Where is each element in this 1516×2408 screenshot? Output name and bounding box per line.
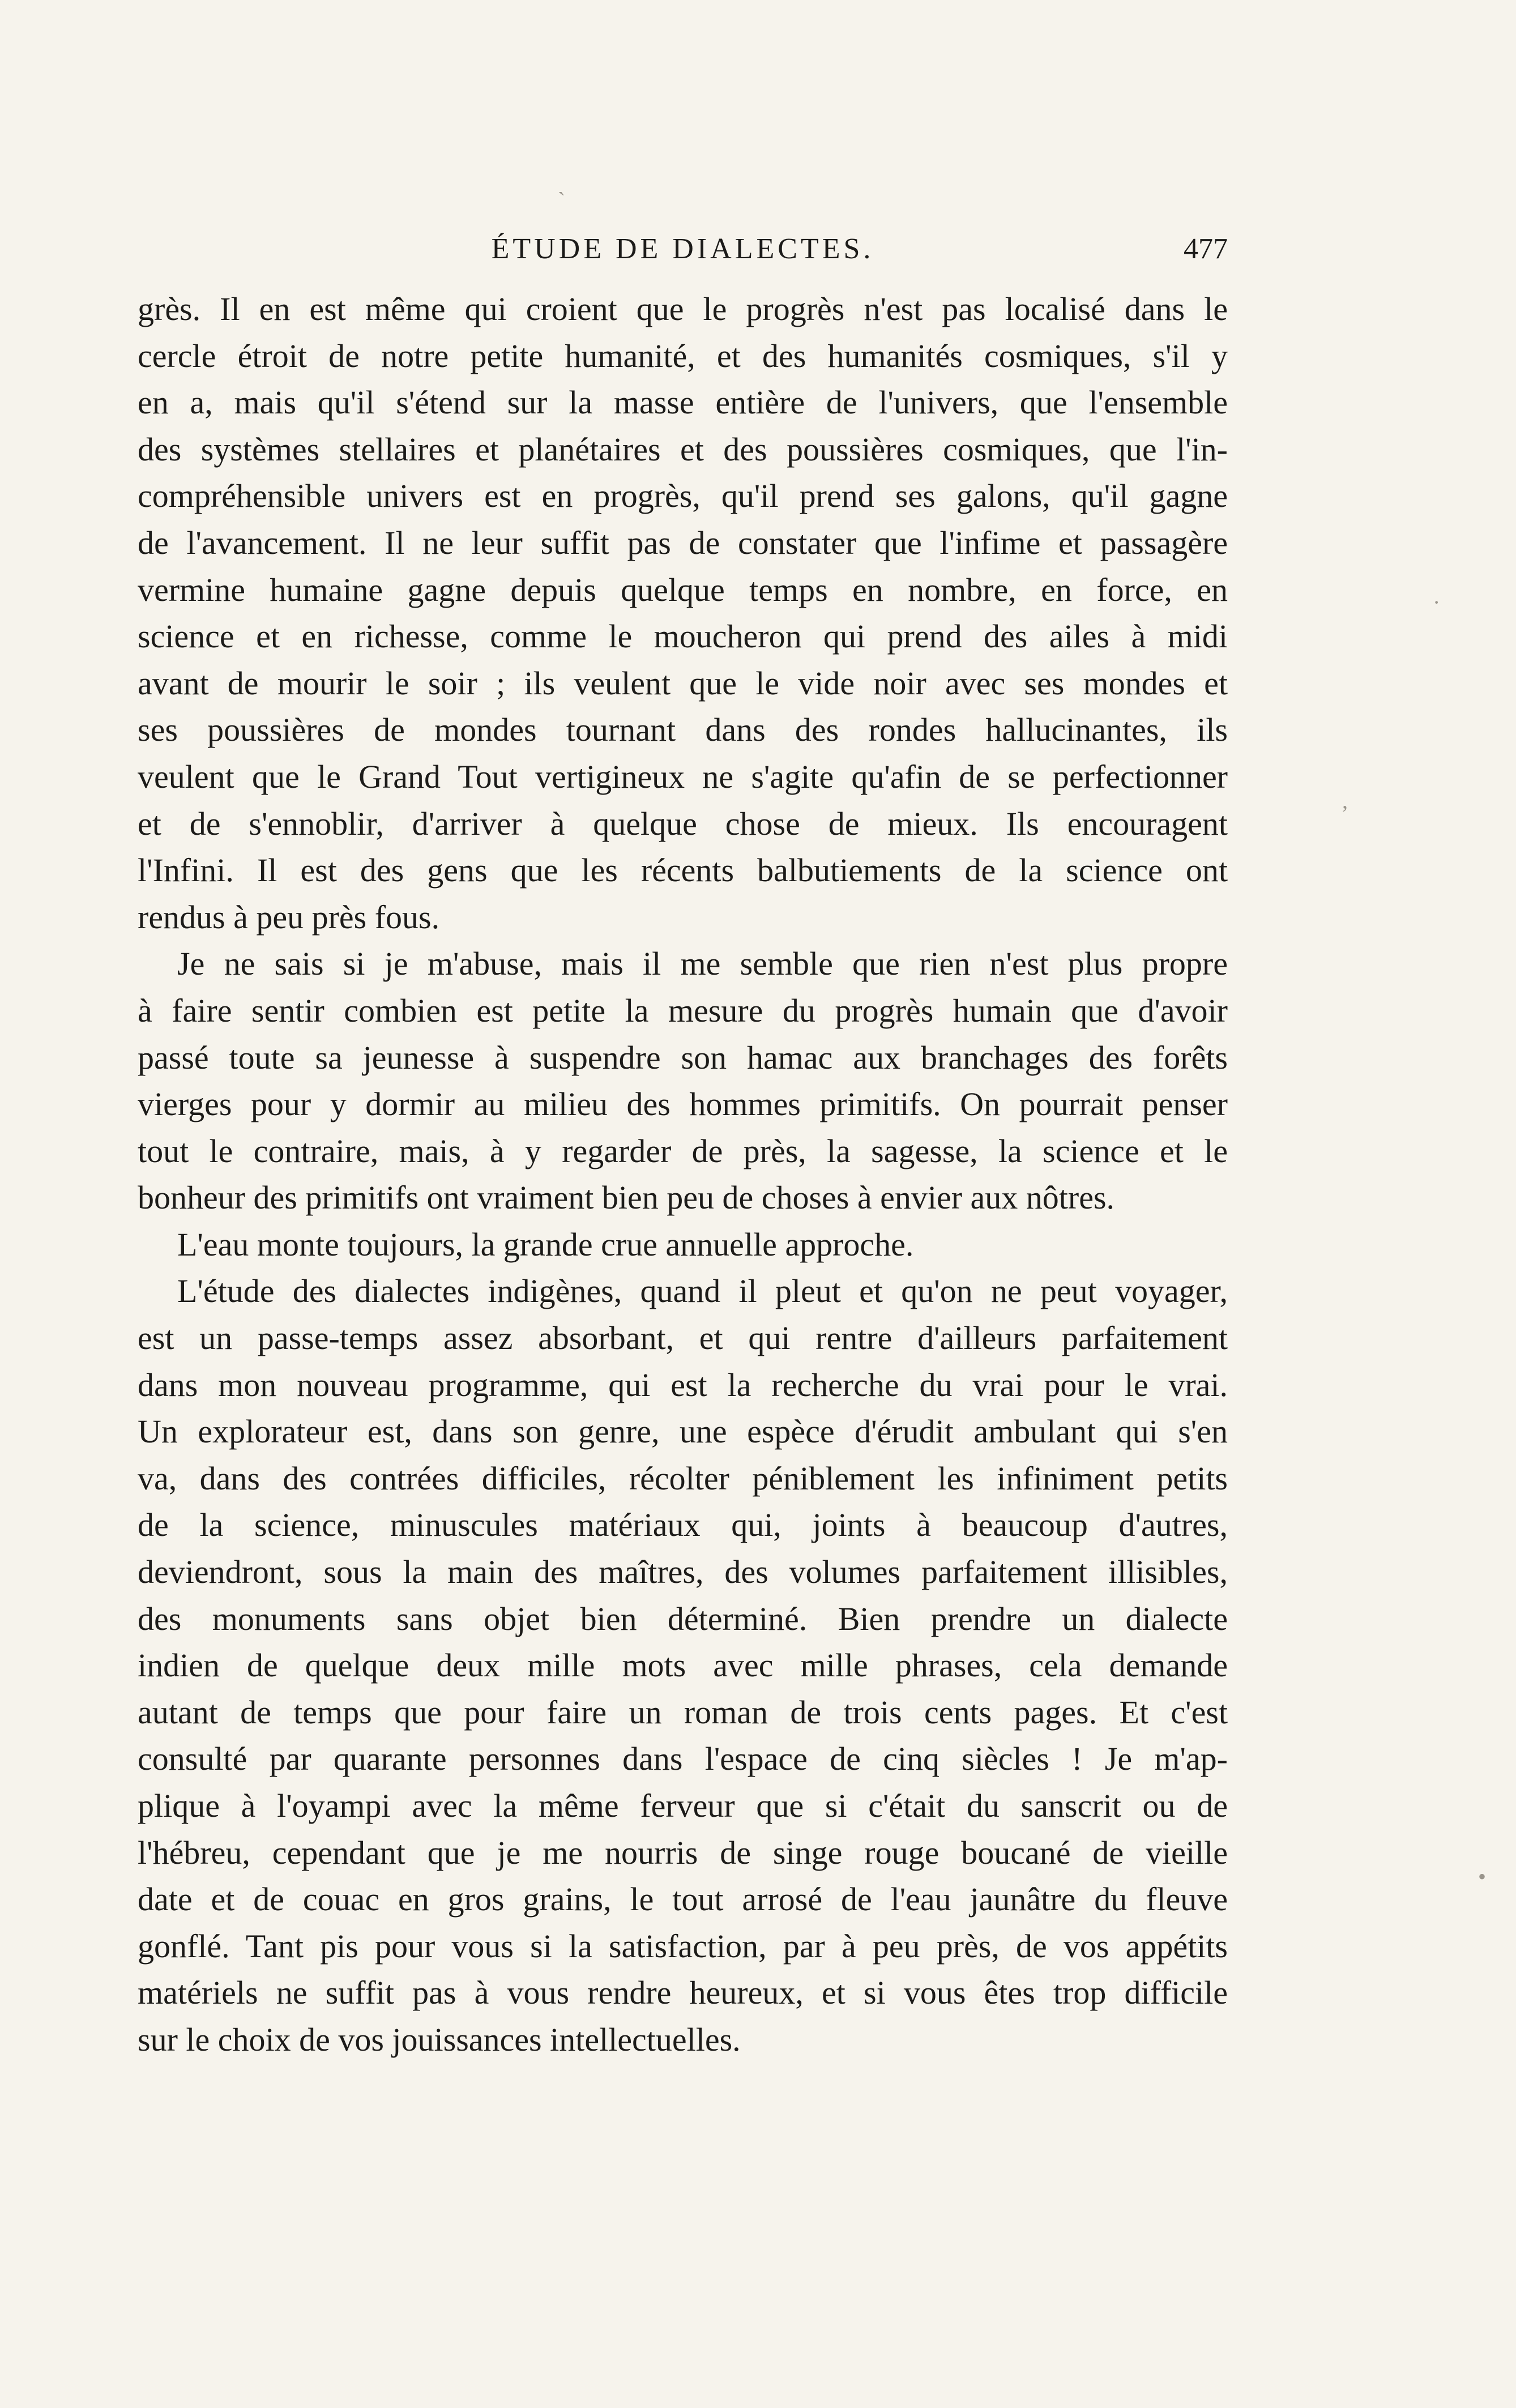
body-text <box>138 286 1228 2064</box>
text-line: de l'avancement. Il ne leur suffit pas de constater que l'infime et passagère <box>138 524 1228 561</box>
text-line: date et de couac en gros grains, le tout arrosé de l'eau jaunâtre du fleuve <box>138 1881 1228 1918</box>
text-line: ses poussières de mondes tournant dans des rondes hallucinantes, ils <box>138 711 1228 749</box>
paragraph-start: Je ne sais si je m'abuse, mais il me semble que rien n'est plus propre <box>177 945 1228 983</box>
text-line: consulté par quarante personnes dans l'espace de cinq siècles ! Je m'ap- <box>138 1740 1228 1778</box>
text-line: bonheur des primitifs ont vraiment bien peu de choses à envier aux nôtres. <box>138 1179 1115 1216</box>
running-title: ÉTUDE DE DIALECTES. <box>491 233 874 265</box>
scan-speck: • <box>1478 1864 1487 1889</box>
text-line: vermine humaine gagne depuis quelque temps en nombre, en force, en <box>138 571 1228 608</box>
text-line: gonflé. Tant pis pour vous si la satisfaction, par à peu près, de vos appétits <box>138 1927 1228 1965</box>
text-line: vierges pour y dormir au milieu des hommes primitifs. On pourrait penser <box>138 1086 1228 1123</box>
text-line: matériels ne suffit pas à vous rendre heureux, et si vous êtes trop difficile <box>138 1974 1228 2012</box>
scan-speck: , <box>1342 788 1348 813</box>
text-line: indien de quelque deux mille mots avec mille phrases, cela demande <box>138 1647 1228 1684</box>
text-line: sur le choix de vos jouissances intellectuelles. <box>138 2021 741 2058</box>
text-line: et de s'ennoblir, d'arriver à quelque chose de mieux. Ils encouragent <box>138 805 1228 842</box>
scan-speck: ` <box>558 187 566 213</box>
scan-speck: · <box>1433 590 1441 615</box>
text-line: passé toute sa jeunesse à suspendre son hamac aux branchages des forêts <box>138 1039 1228 1076</box>
text-line: autant de temps que pour faire un roman de trois cents pages. Et c'est <box>138 1693 1228 1731</box>
text-line: tout le contraire, mais, à y regarder de près, la sagesse, la science et le <box>138 1132 1228 1169</box>
text-line: à faire sentir combien est petite la mesure du progrès humain que d'avoir <box>138 992 1228 1029</box>
text-line: deviendront, sous la main des maîtres, des volumes parfaitement illisibles, <box>138 1553 1228 1591</box>
text-line: rendus à peu près fous. <box>138 898 440 936</box>
text-line: dans mon nouveau programme, qui est la recherche du vrai pour le vrai. <box>138 1366 1228 1403</box>
text-line: des systèmes stellaires et planétaires et des poussières cosmiques, que l'in- <box>138 430 1228 468</box>
text-line: des monuments sans objet bien déterminé. Bien prendre un dialecte <box>138 1600 1228 1637</box>
page-header <box>138 224 1228 275</box>
text-line: cercle étroit de notre petite humanité, et des humanités cosmiques, s'il y <box>138 337 1228 374</box>
text-line: avant de mourir le soir ; ils veulent que le vide noir avec ses mondes et <box>138 664 1228 702</box>
text-line: de la science, minuscules matériaux qui, joints à beaucoup d'autres, <box>138 1506 1228 1544</box>
paragraph-start: L'eau monte toujours, la grande crue annuelle approche. <box>177 1226 914 1263</box>
text-line: en a, mais qu'il s'étend sur la masse entière de l'univers, que l'ensemble <box>138 384 1228 421</box>
text-line: Un explorateur est, dans son genre, une espèce d'érudit ambulant qui s'en <box>138 1413 1228 1450</box>
text-line: veulent que le Grand Tout vertigineux ne s'agite qu'afin de se perfectionner <box>138 758 1228 795</box>
page-number: 477 <box>1184 233 1228 265</box>
text-line: va, dans des contrées difficiles, récolter péniblement les infiniment petits <box>138 1459 1228 1497</box>
text-line: compréhensible univers est en progrès, qu'il prend ses galons, qu'il gagne <box>138 477 1228 515</box>
paragraph-start: L'étude des dialectes indigènes, quand il pleut et qu'on ne peut voyager, <box>177 1273 1228 1310</box>
text-line: l'Infini. Il est des gens que les récents balbutiements de la science ont <box>138 852 1228 889</box>
text-line: est un passe-temps assez absorbant, et qui rentre d'ailleurs parfaitement <box>138 1320 1228 1357</box>
text-line: science et en richesse, comme le moucheron qui prend des ailes à midi <box>138 618 1228 655</box>
text-line: grès. Il en est même qui croient que le progrès n'est pas localisé dans le <box>138 291 1228 327</box>
text-line: plique à l'oyampi avec la même ferveur que si c'était du sanscrit ou de <box>138 1787 1228 1824</box>
text-line: l'hébreu, cependant que je me nourris de singe rouge boucané de vieille <box>138 1834 1228 1871</box>
